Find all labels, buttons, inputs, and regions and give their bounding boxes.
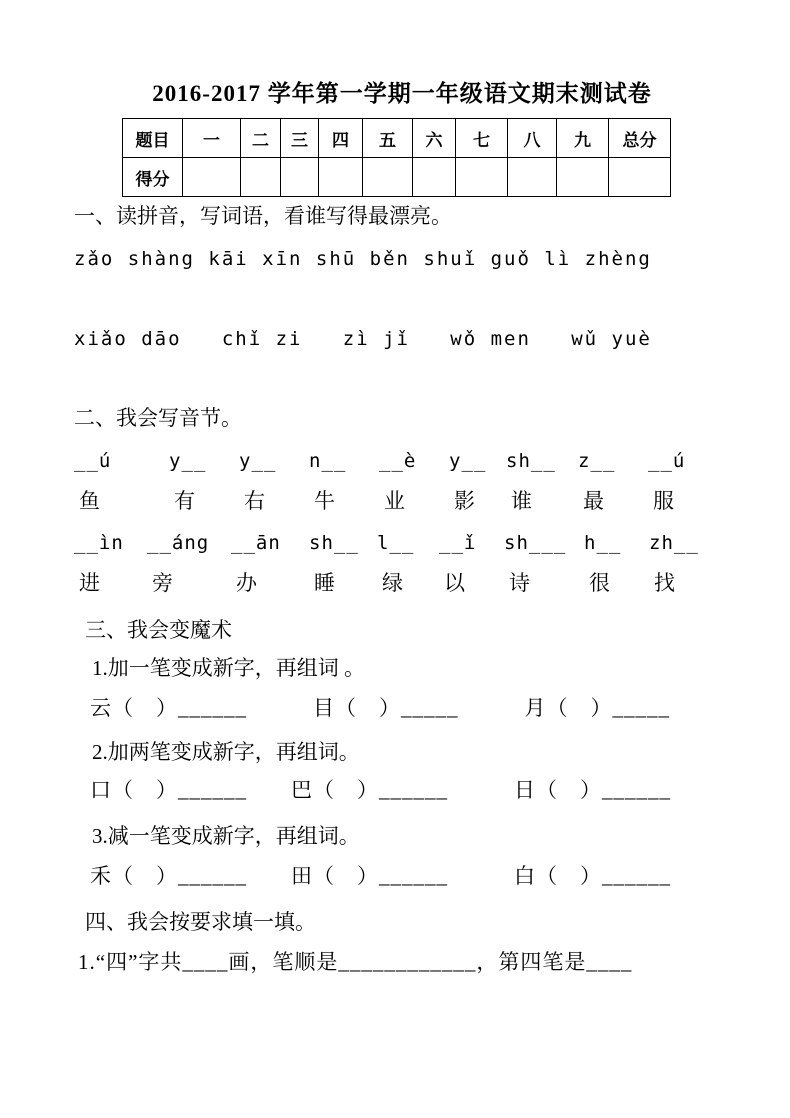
section-one-pinyin-line-1: zǎo shàng kāi xīn shū běn shuǐ guǒ lì zhèng [74, 248, 652, 270]
syllable-blank: n__ [309, 450, 347, 472]
syllable-blank: y__ [449, 450, 487, 472]
character: 谁 [511, 489, 532, 513]
score-cell [557, 158, 609, 197]
character: 以 [444, 571, 465, 595]
syllable-blank: y__ [169, 450, 207, 472]
syllable-item [504, 529, 584, 597]
character: 找 [654, 571, 675, 595]
section-four-heading: 四、我会按要求填一填。 [85, 910, 316, 934]
section-three-q1-label: 1.加一笔变成新字，再组词 。 [92, 656, 365, 680]
score-cell [508, 158, 557, 197]
syllable-blank: __ìn [74, 532, 124, 554]
syllable-blank: __ǐ [439, 532, 477, 554]
syllable-blank: sh__ [309, 532, 359, 554]
score-table-header-2: 二 [241, 119, 281, 158]
syllable-item [377, 529, 439, 597]
section-one-pinyin-line-2: xiǎo dāo chǐ zi zì jǐ wǒ men wǔ yuè [74, 328, 652, 350]
score-table-header-9: 九 [557, 119, 609, 158]
syllable-item [231, 529, 309, 597]
syllable-item [74, 529, 147, 597]
syllable-blank: __áng [147, 532, 210, 554]
section-three-q3-label: 3.减一笔变成新字，再组词。 [92, 824, 360, 848]
syllable-item [239, 447, 309, 515]
section-one-heading: 一、读拼音，写词语，看谁写得最漂亮。 [74, 204, 452, 228]
score-table-header-3: 三 [281, 119, 319, 158]
score-cell [363, 158, 413, 197]
score-table-header-6: 六 [413, 119, 456, 158]
syllable-item [584, 529, 649, 597]
section-three-q2-line: 口（ ）______ 巴（ ）______ 日（ ）______ [90, 778, 671, 802]
section-three-q3-line: 禾（ ）______ 田（ ）______ 白（ ）______ [90, 864, 671, 888]
character: 右 [244, 489, 265, 513]
character: 很 [589, 571, 610, 595]
syllable-blank: y__ [239, 450, 277, 472]
syllable-row-1 [74, 447, 730, 515]
syllable-blank: __ān [231, 532, 281, 554]
character: 诗 [509, 571, 530, 595]
syllable-blank: z__ [578, 450, 616, 472]
character: 牛 [314, 489, 335, 513]
character: 影 [454, 489, 475, 513]
character: 办 [236, 571, 257, 595]
section-two-heading: 二、我会写音节。 [74, 406, 242, 430]
score-cell [281, 158, 319, 197]
syllable-row-2 [74, 529, 730, 597]
character: 业 [384, 489, 405, 513]
syllable-blank: __è [379, 450, 417, 472]
syllable-item [578, 447, 648, 515]
syllable-blank: sh___ [504, 532, 567, 554]
section-four-q1: 1.“四”字共____画，笔顺是____________，第四笔是____ [78, 950, 633, 974]
syllable-item [649, 529, 699, 597]
syllable-blank: l__ [377, 532, 415, 554]
score-cell [609, 158, 671, 197]
character: 绿 [382, 571, 403, 595]
syllable-item [506, 447, 578, 515]
score-table-header-8: 八 [508, 119, 557, 158]
character: 最 [583, 489, 604, 513]
score-table-header-timu: 题目 [123, 119, 183, 158]
score-cell [456, 158, 508, 197]
section-three-q2-label: 2.加两笔变成新字，再组词。 [92, 740, 360, 764]
page-title: 2016-2017 学年第一学期一年级语文期末测试卷 [152, 81, 652, 106]
score-cell [319, 158, 363, 197]
score-table-header-5: 五 [363, 119, 413, 158]
character: 鱼 [79, 489, 100, 513]
score-table-header-total: 总分 [609, 119, 671, 158]
syllable-blank: __ú [648, 450, 686, 472]
character: 睡 [314, 571, 335, 595]
section-three-q1-line: 云（ ）______ 目（ ）_____ 月（ ）_____ [90, 696, 670, 720]
character: 进 [79, 571, 100, 595]
score-cell [241, 158, 281, 197]
score-table-header-1: 一 [183, 119, 241, 158]
character: 有 [174, 489, 195, 513]
score-table-score-row [123, 158, 671, 197]
syllable-blank: __ú [74, 450, 112, 472]
syllable-item [648, 447, 685, 515]
score-table [122, 118, 671, 197]
syllable-item [74, 447, 169, 515]
score-cell [183, 158, 241, 197]
score-table-header-4: 四 [319, 119, 363, 158]
syllable-blank: zh__ [649, 532, 699, 554]
syllable-item [449, 447, 506, 515]
syllable-item [169, 447, 239, 515]
syllable-blank: h__ [584, 532, 622, 554]
score-cell [413, 158, 456, 197]
syllable-item [147, 529, 231, 597]
syllable-item [309, 529, 377, 597]
score-row-label: 得分 [123, 158, 183, 197]
syllable-item [309, 447, 379, 515]
character: 服 [653, 489, 674, 513]
syllable-item [379, 447, 449, 515]
score-table-header-row [123, 119, 671, 158]
syllable-blank: sh__ [506, 450, 556, 472]
section-three-heading: 三、我会变魔术 [85, 618, 232, 642]
syllable-item [439, 529, 504, 597]
score-table-header-7: 七 [456, 119, 508, 158]
character: 旁 [152, 571, 173, 595]
